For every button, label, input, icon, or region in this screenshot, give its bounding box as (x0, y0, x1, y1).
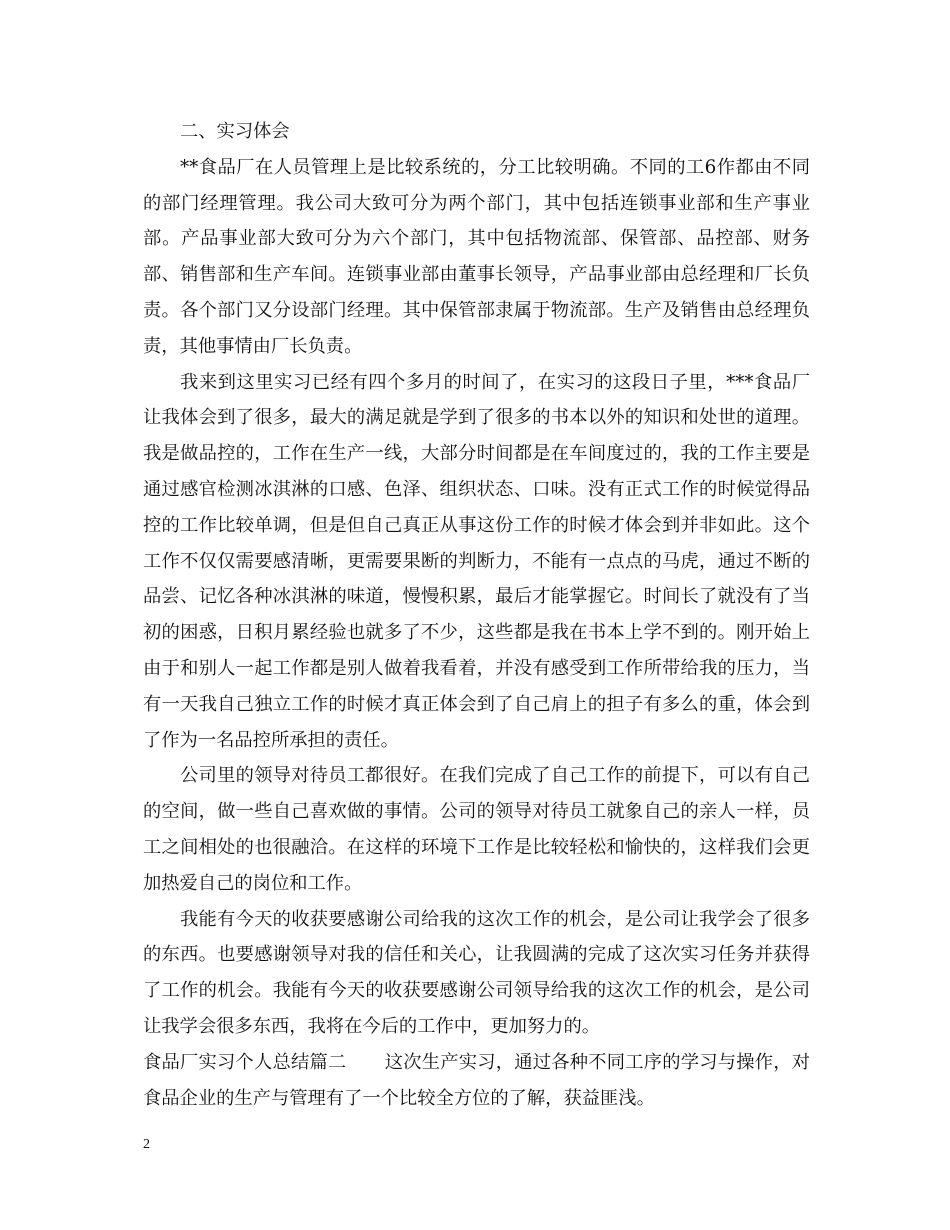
paragraph-3: 公司里的领导对待员工都很好。在我们完成了自己工作的前提下，可以有自己的空间，做一些自己喜欢做的事情。公司的领导对待员工就象自己的亲人一样，员工之间相处的也很融洽。在这样的环境下工作是比较轻松和愉快的，这样我们会更加热爱自己的岗位和工作。 (143, 765, 810, 894)
page-number: 2 (143, 1137, 150, 1152)
paragraph-4: 我能有今天的收获要感谢公司给我的这次工作的机会，是公司让我学会了很多的东西。也要感谢领导对我的信任和关心，让我圆满的完成了这次实习任务并获得了工作的机会。我能有今天的收获要感谢公司领导给我的这次工作的机会，是公司让我学会很多东西，我将在今后的工作中，更加努力的。 (143, 908, 810, 1037)
document-body (143, 114, 810, 1116)
section-two-text: 这次生产实习，通过各种不同工序的学习与操作，对食品企业的生产与管理有了一个比较全方位的了解，获益匪浅。 (143, 1051, 810, 1109)
paragraph-1: **食品厂在人员管理上是比较系统的，分工比较明确。不同的工6作都由不同的部门经理管理。我公司大致可分为两个部门，其中包括连锁事业部和生产事业部。产品事业部大致可分为六个部门，其中包括物流部、保管部、品控部、财务部、销售部和生产车间。连锁事业部由董事长领导，产品事业部由总经理和厂长负责。各个部门又分设部门经理。其中保管部隶属于物流部。生产及销售由总经理负责，其他事情由厂长负责。 (143, 156, 810, 357)
section-heading: 二、实习体会 (180, 121, 290, 142)
section-two-title: 食品厂实习个人总结篇二 (143, 1051, 347, 1073)
paragraph-2: 我来到这里实习已经有四个多月的时间了，在实习的这段日子里，***食品厂让我体会到了很多，最大的满足就是学到了很多的书本以外的知识和处世的道理。我是做品控的，工作在生产一线，大部分时间都是在车间度过的，我的工作主要是通过感官检测冰淇淋的口感、色泽、组织状态、口味。没有正式工作的时候觉得品控的工作比较单调，但是但自己真正从事这份工作的时候才体会到并非如此。这个工作不仅仅需要感清晰，更需要果断的判断力，不能有一点点的马虎，通过不断的品尝、记忆各种冰淇淋的味道，慢慢积累，最后才能掌握它。时间长了就没有了当初的困惑，日积月累经验也就多了不少，这些都是我在书本上学不到的。刚开始上由于和别人一起工作都是别人做着我看着，并没有感受到工作所带给我的压力，当有一天我自己独立工作的时候才真正体会到了自己肩上的担子有多么的重，体会到了作为一名品控所承担的责任。 (143, 371, 810, 751)
section-two-paragraph (143, 1045, 810, 1117)
